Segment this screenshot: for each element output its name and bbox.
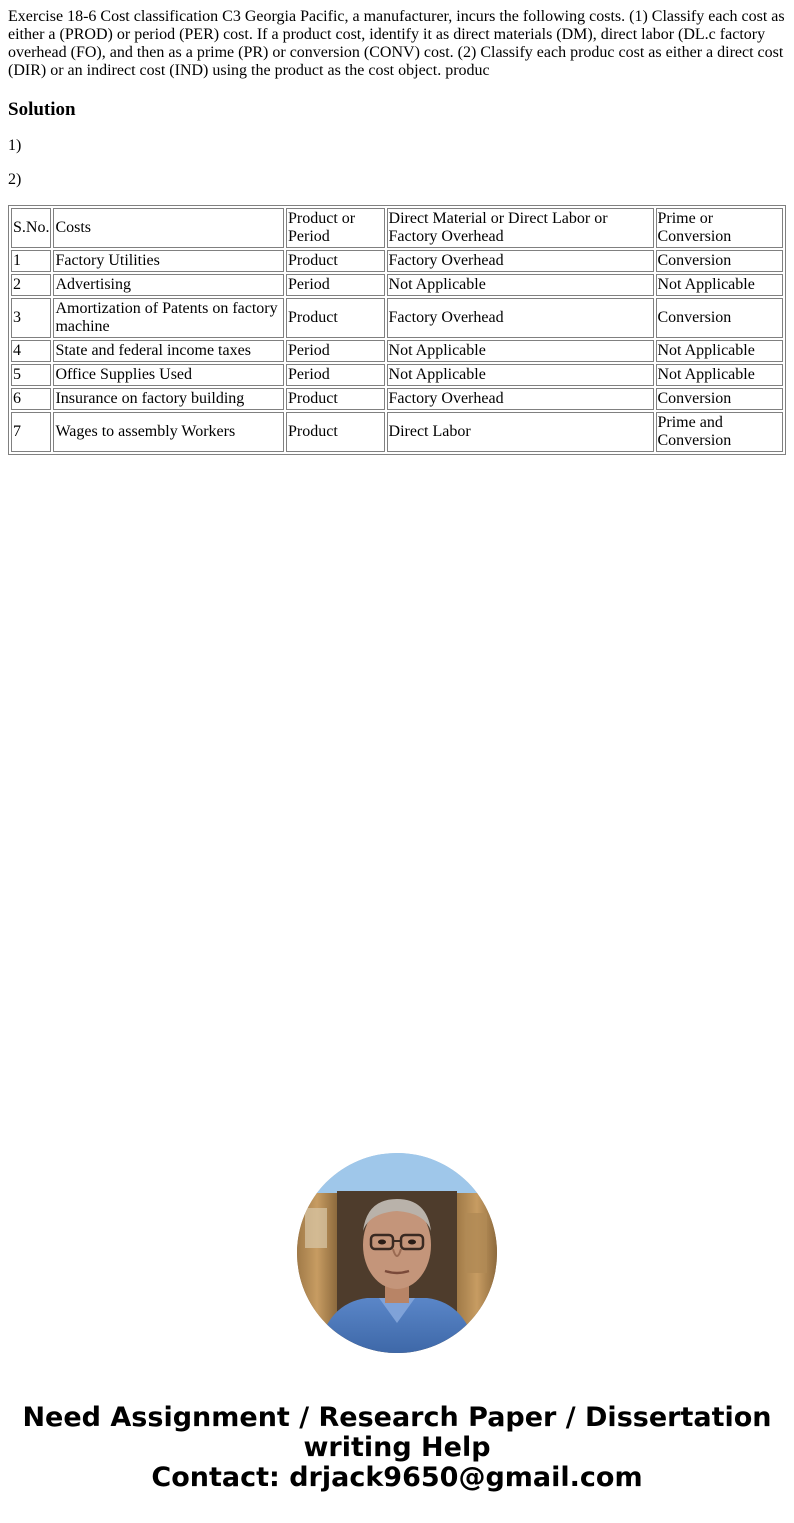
table-cell: Amortization of Patents on factory machine [53, 298, 284, 338]
table-cell: Not Applicable [656, 340, 784, 362]
table-row [11, 364, 783, 386]
promo-contact: Contact: drjack9650@gmail.com [151, 1462, 643, 1493]
table-cell: State and federal income taxes [53, 340, 284, 362]
promo-banner [0, 1403, 794, 1493]
table-cell: 6 [11, 388, 51, 410]
table-cell: Not Applicable [387, 340, 654, 362]
table-cell: Period [286, 364, 385, 386]
table-cell: Prime and Conversion [656, 412, 784, 452]
table-cell: Conversion [656, 298, 784, 338]
table-row [11, 298, 783, 338]
part-1-label: 1) [8, 137, 22, 154]
cost-classification-table [8, 205, 786, 455]
table-cell: Not Applicable [656, 364, 784, 386]
table-cell: Factory Overhead [387, 298, 654, 338]
table-row [11, 412, 783, 452]
table-cell: Factory Overhead [387, 388, 654, 410]
table-cell: 5 [11, 364, 51, 386]
header-cell: Direct Material or Direct Labor or Factory Overhead [387, 208, 654, 248]
table-cell: Factory Utilities [53, 250, 284, 272]
table-cell: Direct Labor [387, 412, 654, 452]
table-cell: Not Applicable [387, 364, 654, 386]
table-cell: Conversion [656, 250, 784, 272]
table-cell: Not Applicable [656, 274, 784, 296]
table-cell: Factory Overhead [387, 250, 654, 272]
avatar-portrait-image [297, 1153, 497, 1353]
table-cell: Period [286, 340, 385, 362]
part-2-label: 2) [8, 171, 22, 188]
table-cell: 2 [11, 274, 51, 296]
author-avatar [297, 1153, 497, 1353]
solution-heading: Solution [8, 99, 76, 120]
header-cell: Prime or Conversion [656, 208, 784, 248]
table-cell: Insurance on factory building [53, 388, 284, 410]
table-cell: Conversion [656, 388, 784, 410]
promo-line-2: writing Help [303, 1432, 491, 1463]
question-text: Exercise 18-6 Cost classification C3 Georgia Pacific, a manufacturer, incurs the following costs. (1) Classify each cost as either a (PROD) or period (PER) cost. If a product cost, identify it as direct materials (DM), direct labor (DL.c factory overhead (FO), and then as a prime (PR) or conversion (CONV) cost. (2) Classify each produc cost as either a direct cost (DIR) or an indirect cost (IND) using the product as the cost object. produc [8, 8, 785, 79]
table-cell: Period [286, 274, 385, 296]
header-cell: Costs [53, 208, 284, 248]
table-cell: 1 [11, 250, 51, 272]
table-row [11, 274, 783, 296]
table-row [11, 340, 783, 362]
table-cell: Product [286, 388, 385, 410]
table-cell: 3 [11, 298, 51, 338]
promo-line-1: Need Assignment / Research Paper / Dissertation [22, 1402, 772, 1433]
header-cell: Product or Period [286, 208, 385, 248]
document [8, 0, 786, 455]
table-cell: 4 [11, 340, 51, 362]
table-cell: 7 [11, 412, 51, 452]
table-cell: Product [286, 412, 385, 452]
table-cell: Office Supplies Used [53, 364, 284, 386]
table-cell: Advertising [53, 274, 284, 296]
table-row [11, 250, 783, 272]
table-row [11, 388, 783, 410]
table-cell: Product [286, 298, 385, 338]
header-cell: S.No. [11, 208, 51, 248]
table-cell: Wages to assembly Workers [53, 412, 284, 452]
table-cell: Product [286, 250, 385, 272]
table-header-row [11, 208, 783, 248]
table-cell: Not Applicable [387, 274, 654, 296]
